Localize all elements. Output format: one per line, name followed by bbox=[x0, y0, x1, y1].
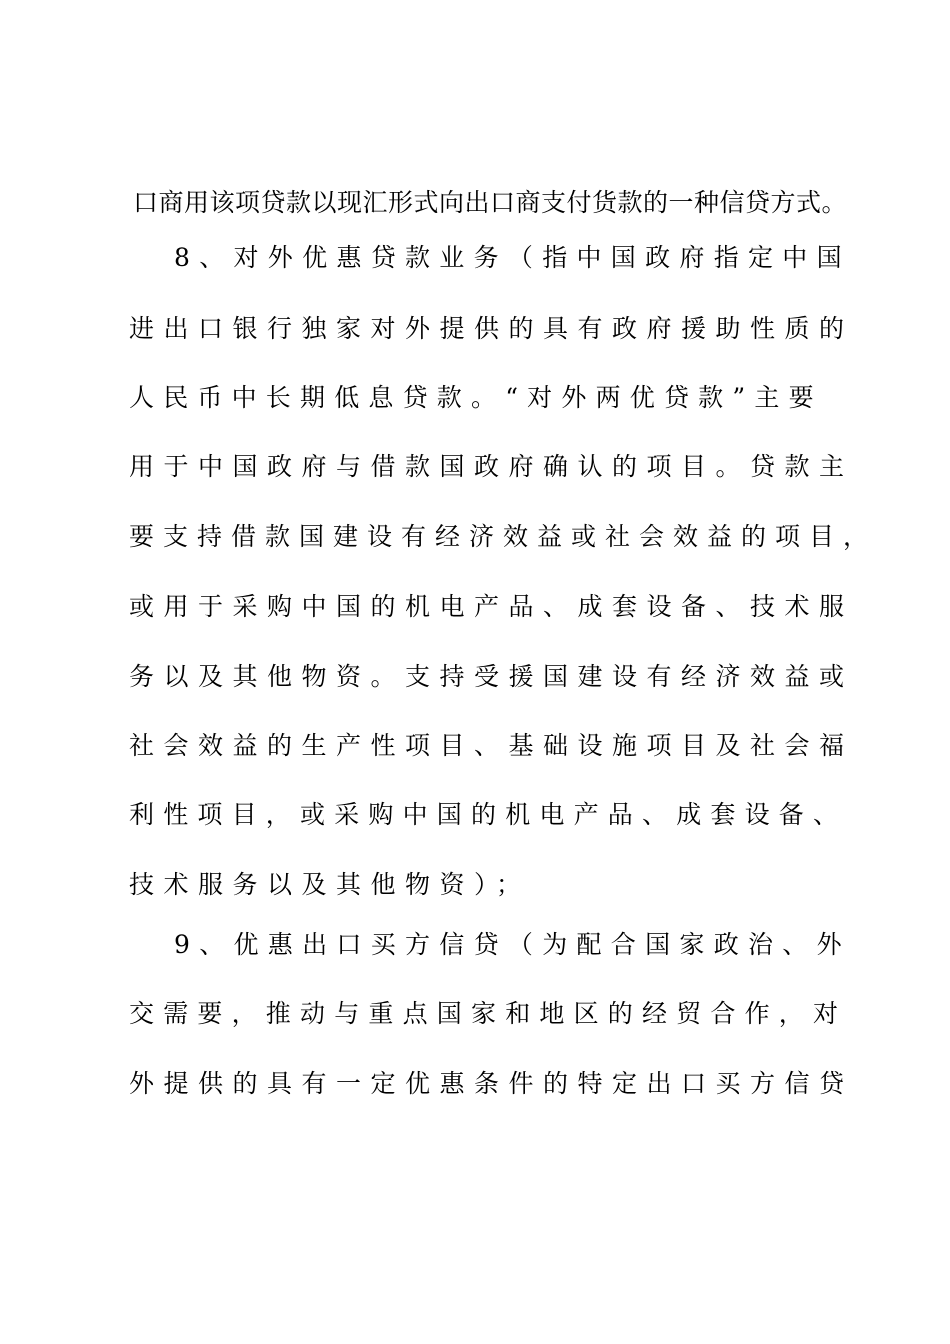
paragraph-line: 利性项目，或采购中国的机电产品、成套设备、 bbox=[129, 800, 848, 829]
section-9-heading-line: 9、优惠出口买方信贷（为配合国家政治、外 bbox=[174, 930, 851, 959]
paragraph-line: 务以及其他物资。支持受援国建设有经济效益或 bbox=[129, 662, 854, 691]
paragraph-line: 进出口银行独家对外提供的具有政府援助性质的 bbox=[129, 314, 854, 343]
paragraph-line: 要支持借款国建设有经济效益或社会效益的项目， bbox=[129, 522, 878, 551]
paragraph-line: 用于中国政府与借款国政府确认的项目。贷款主 bbox=[129, 452, 854, 481]
paragraph-line: 社会效益的生产性项目、基础设施项目及社会福 bbox=[129, 731, 854, 760]
paragraph-line: 技术服务以及其他物资）； bbox=[129, 870, 531, 899]
paragraph-line: 或用于采购中国的机电产品、成套设备、技术服 bbox=[129, 592, 854, 621]
section-8-heading-line: 8、对外优惠贷款业务（指中国政府指定中国 bbox=[174, 243, 851, 272]
paragraph-line: 人民币中长期低息贷款。“对外两优贷款”主要 bbox=[129, 383, 823, 412]
paragraph-line: 外提供的具有一定优惠条件的特定出口买方信贷 bbox=[129, 1069, 854, 1098]
paragraph-line: 口商用该项贷款以现汇形式向出口商支付货款的一种信贷方式。 bbox=[133, 188, 848, 217]
paragraph-line: 交需要，推动与重点国家和地区的经贸合作，对 bbox=[129, 999, 848, 1028]
